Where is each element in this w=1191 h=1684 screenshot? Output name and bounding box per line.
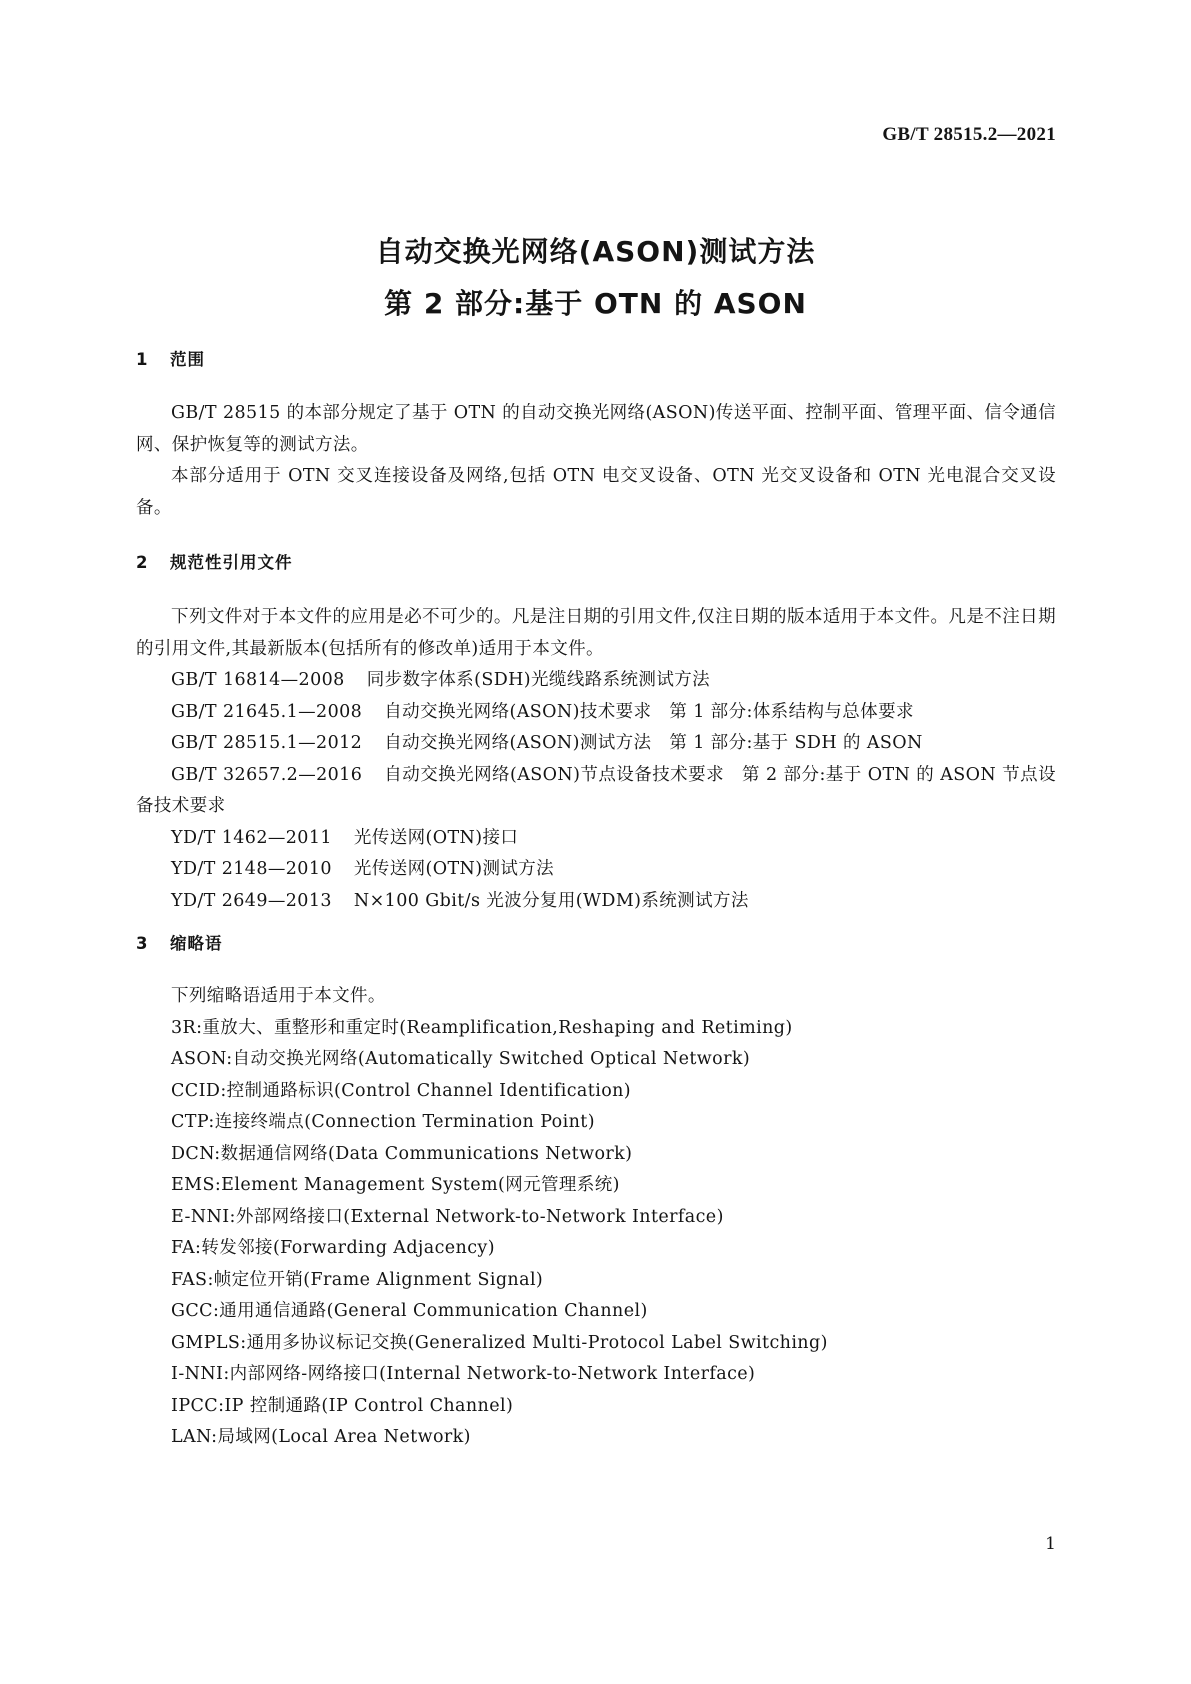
- reference-code: YD/T 1462—2011: [171, 827, 332, 848]
- abbreviation-item: LAN:局域网(Local Area Network): [171, 1427, 471, 1447]
- reference-item: [136, 760, 1056, 823]
- abbreviation-item: GCC:通用通信通路(General Communication Channel): [171, 1301, 648, 1321]
- abbreviation-item: DCN:数据通信网络(Data Communications Network): [171, 1143, 633, 1164]
- reference-title: 自动交换光网络(ASON)测试方法 第 1 部分:基于 SDH 的 ASON: [384, 733, 923, 753]
- reference-code: GB/T 16814—2008: [171, 670, 345, 690]
- abbreviation-item: I-NNI:内部网络-网络接口(Internal Network-to-Network Interface): [171, 1364, 756, 1384]
- page-number: 1: [1045, 1534, 1056, 1554]
- title-line-1: 自动交换光网络(ASON)测试方法: [375, 235, 816, 268]
- abbreviations-intro: 下列缩略语适用于本文件。: [171, 986, 386, 1006]
- references-body: [136, 602, 1056, 917]
- section-heading-abbreviations: [136, 930, 223, 954]
- reference-item: [136, 886, 1056, 918]
- reference-code: GB/T 28515.1—2012: [171, 733, 363, 753]
- reference-title: 光传送网(OTN)测试方法: [353, 859, 555, 879]
- scope-paragraph: 本部分适用于 OTN 交叉连接设备及网络,包括 OTN 电交叉设备、OTN 光交叉设备和 OTN 光电混合交叉设备。: [136, 466, 1056, 518]
- section-number: 1: [136, 350, 149, 369]
- section-heading-scope: [136, 346, 205, 370]
- scope-paragraph: GB/T 28515 的本部分规定了基于 OTN 的自动交换光网络(ASON)传送平面、控制平面、管理平面、信令通信网、保护恢复等的测试方法。: [136, 403, 1056, 455]
- document-title: [0, 226, 1191, 330]
- section-title: 缩略语: [170, 934, 223, 953]
- reference-title: 同步数字体系(SDH)光缆线路系统测试方法: [366, 670, 711, 690]
- reference-title: 自动交换光网络(ASON)节点设备技术要求 第 2 部分:基于 OTN 的 ASON 节点设备技术要求: [136, 764, 1056, 816]
- section-number: 3: [136, 934, 149, 953]
- abbreviation-item: CCID:控制通路标识(Control Channel Identification): [171, 1080, 632, 1101]
- abbreviation-item: IPCC:IP 控制通路(IP Control Channel): [171, 1395, 514, 1416]
- section-number: 2: [136, 553, 149, 572]
- section-heading-references: [136, 549, 293, 573]
- reference-item: [136, 854, 1056, 886]
- reference-title: N×100 Gbit/s 光波分复用(WDM)系统测试方法: [353, 890, 749, 911]
- reference-item: [136, 728, 1056, 760]
- abbreviations-body: [136, 981, 1056, 1454]
- reference-item: [136, 697, 1056, 729]
- reference-item: [136, 665, 1056, 697]
- section-title: 范围: [170, 350, 205, 369]
- title-line-2: 第 2 部分:基于 OTN 的 ASON: [384, 287, 807, 320]
- reference-code: YD/T 2148—2010: [171, 859, 332, 879]
- references-intro: 下列文件对于本文件的应用是必不可少的。凡是注日期的引用文件,仅注日期的版本适用于本文件。凡是不注日期的引用文件,其最新版本(包括所有的修改单)适用于本文件。: [136, 607, 1056, 659]
- reference-title: 自动交换光网络(ASON)技术要求 第 1 部分:体系结构与总体要求: [384, 701, 914, 722]
- reference-code: YD/T 2649—2013: [171, 890, 332, 911]
- abbreviation-item: EMS:Element Management System(网元管理系统): [171, 1175, 620, 1195]
- scope-body: [136, 398, 1056, 524]
- section-title: 规范性引用文件: [170, 553, 293, 572]
- abbreviation-item: ASON:自动交换光网络(Automatically Switched Optical Network): [171, 1049, 751, 1069]
- standard-code: GB/T 28515.2—2021: [882, 124, 1056, 145]
- abbreviation-item: FA:转发邻接(Forwarding Adjacency): [171, 1238, 495, 1258]
- reference-title: 光传送网(OTN)接口: [353, 827, 519, 848]
- abbreviation-item: 3R:重放大、重整形和重定时(Reamplification,Reshaping and Retiming): [171, 1017, 793, 1038]
- abbreviation-item: CTP:连接终端点(Connection Termination Point): [171, 1112, 595, 1132]
- reference-code: GB/T 32657.2—2016: [171, 764, 363, 785]
- abbreviation-item: E-NNI:外部网络接口(External Network-to-Network Interface): [171, 1206, 724, 1227]
- reference-code: GB/T 21645.1—2008: [171, 701, 363, 722]
- reference-item: [136, 823, 1056, 855]
- abbreviation-item: GMPLS:通用多协议标记交换(Generalized Multi-Protocol Label Switching): [171, 1332, 828, 1353]
- abbreviation-item: FAS:帧定位开销(Frame Alignment Signal): [171, 1269, 544, 1290]
